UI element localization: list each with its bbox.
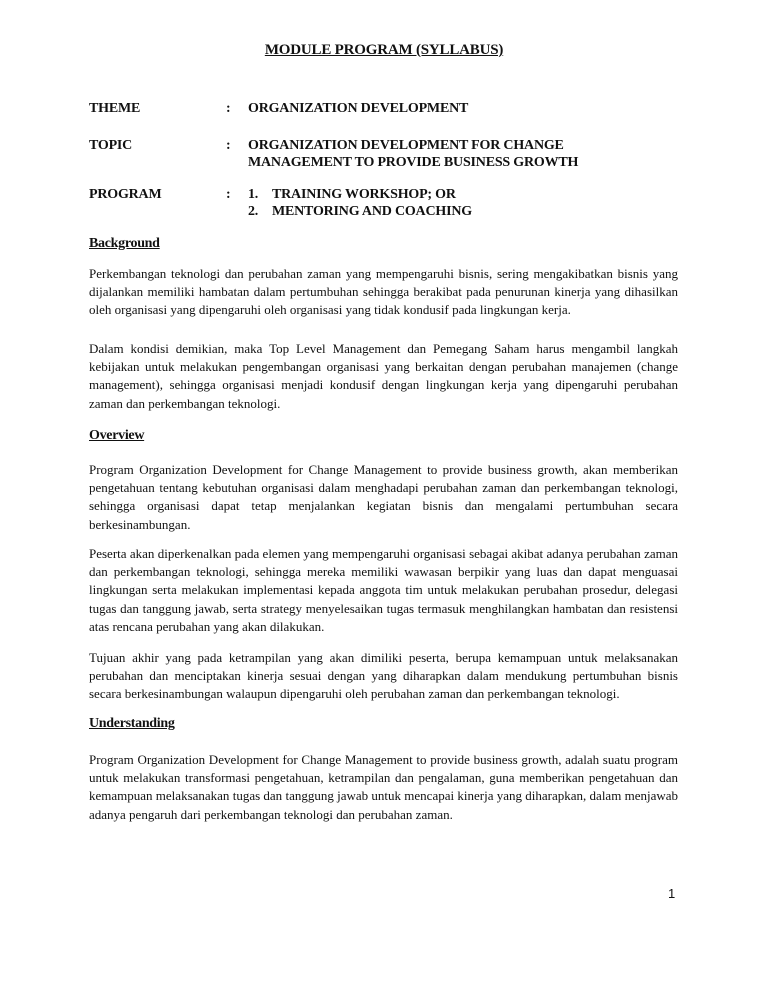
program-item-number: 2. bbox=[248, 204, 259, 219]
topic-label: TOPIC bbox=[89, 138, 133, 153]
topic-line-2: MANAGEMENT TO PROVIDE BUSINESS GROWTH bbox=[248, 155, 579, 170]
background-heading: Background bbox=[89, 236, 160, 251]
program-item-number: 1. bbox=[248, 187, 259, 202]
program-colon: : bbox=[226, 187, 231, 202]
background-paragraph-2: Dalam kondisi demikian, maka Top Level Management dan Pemegang Saham harus mengambil langkah kebijakan untuk melakukan pengembangan organisasi yang berkaitan dengan perubahan manajemen (change management), sehingga organisasi menjadi kondusif dengan lingkungan kerja yang dipengaruhi perubahan zaman dan perkembangan teknologi. bbox=[89, 341, 678, 411]
program-item bbox=[248, 186, 678, 203]
program-item-text: MENTORING AND COACHING bbox=[272, 204, 472, 219]
page-title: MODULE PROGRAM (SYLLABUS) bbox=[264, 42, 504, 58]
overview-paragraph-3: Tujuan akhir yang pada ketrampilan yang akan dimiliki peserta, berupa kemampuan untuk melaksanakan perubahan dan menciptakan kinerja sesuai dengan yang diharapkan dalam mendukung pertumbuhan bisnis secara berkesinambungan walaupun dipengaruhi oleh perubahan zaman dan perkembangan teknologi. bbox=[89, 650, 678, 702]
topic-value bbox=[248, 137, 678, 171]
overview-paragraph-1: Program Organization Development for Change Management to provide business growth, akan memberikan pengetahuan tentang kebutuhan organisasi dalam menghadapi perubahan zaman dan perkembangan teknologi, sehingga organisasi dapat tetap menjalankan kegiatan bisnis dan mengalami pertumbuhan secara berkesinambungan. bbox=[89, 462, 678, 532]
theme-label: THEME bbox=[89, 101, 141, 116]
understanding-paragraph-1: Program Organization Development for Change Management to provide business growth, adalah suatu program untuk melakukan transformasi pengetahuan, ketrampilan dan pengalaman, guna memberikan pengetahuan dan kemampuan melaksanakan tugas dan tanggung jawab untuk mencapai kinerja yang diharapkan, dalam menjawab adanya pengaruh dari perkembangan teknologi dan perubahan zaman. bbox=[89, 752, 678, 822]
theme-value: ORGANIZATION DEVELOPMENT bbox=[248, 101, 469, 116]
understanding-heading: Understanding bbox=[89, 716, 175, 731]
overview-paragraph-2: Peserta akan diperkenalkan pada elemen yang mempengaruhi organisasi sebagai akibat adanya perubahan zaman dan perkembangan teknologi, sehingga mereka memiliki wawasan berpikir yang luas dan dapat menguasai lingkungan serta melakukan implementasi kepada anggota tim untuk melakukan perubahan prosedur, delegasi tugas dan tanggung jawab, serta strategy menyelesaikan tugas termasuk menghilangkan hambatan dan resistensi atas rencana perubahan yang akan dilakukan. bbox=[89, 546, 678, 634]
program-item-text: TRAINING WORKSHOP; OR bbox=[272, 187, 456, 202]
topic-colon: : bbox=[226, 138, 231, 153]
program-list bbox=[248, 186, 678, 220]
background-paragraph-1: Perkembangan teknologi dan perubahan zaman yang mempengaruhi bisnis, sering mengakibatkan bisnis yang dijalankan memiliki hambatan dalam pertumbuhan sehingga berakibat pada penurunan kinerja yang dihasilkan oleh organisasi yang dipengaruhi oleh organisasi yang tidak kondusif pada lingkungan kerja. bbox=[89, 266, 678, 318]
page-number: 1 bbox=[668, 886, 676, 901]
overview-heading: Overview bbox=[89, 428, 145, 443]
program-item bbox=[248, 203, 678, 220]
theme-colon: : bbox=[226, 101, 231, 116]
program-label: PROGRAM bbox=[89, 187, 162, 202]
topic-line-1: ORGANIZATION DEVELOPMENT FOR CHANGE bbox=[248, 138, 564, 153]
